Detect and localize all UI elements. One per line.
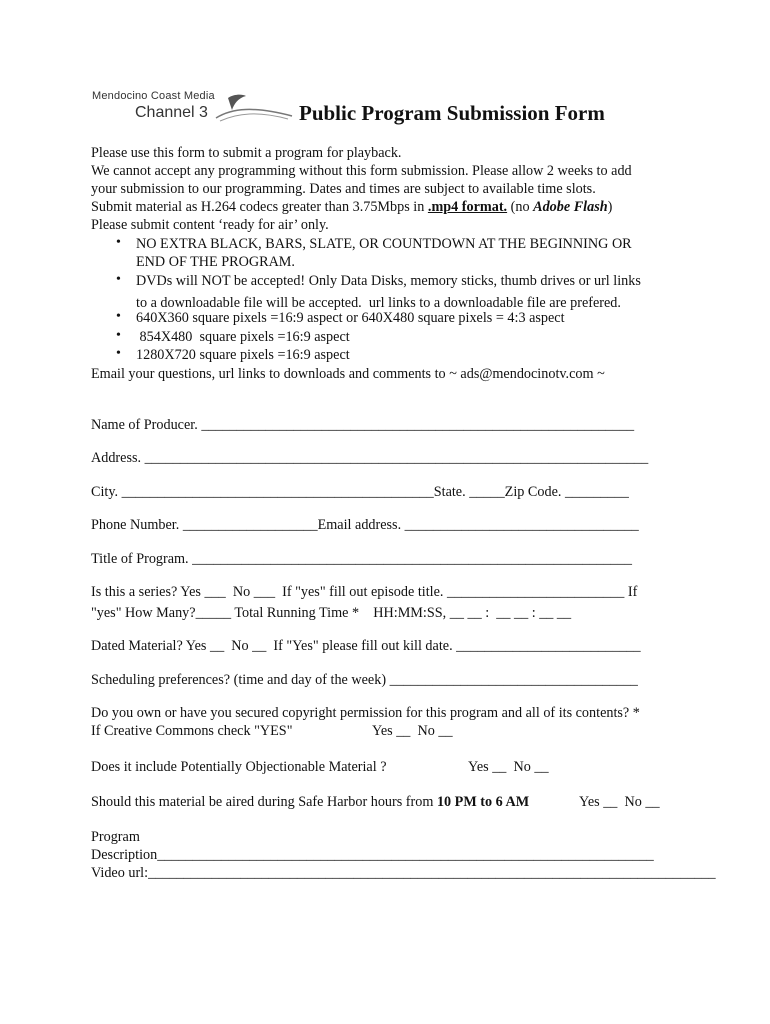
bullet-3: 640X360 square pixels =16:9 aspect or 640X480 square pixels = 4:3 aspect — [136, 310, 565, 326]
scheduling-field[interactable]: Scheduling preferences? (time and day of the week) ___________________________________ — [91, 672, 638, 688]
description-field[interactable]: Description______________________________________________________________________ — [91, 847, 654, 863]
phone-email-field[interactable]: Phone Number. ___________________Email address. _________________________________ — [91, 517, 639, 533]
series-field-line-1[interactable]: Is this a series? Yes ___ No ___ If "yes" fill out episode title. _________________________ If — [91, 584, 638, 600]
bullet-1-line-1: NO EXTRA BLACK, BARS, SLATE, OR COUNTDOWN AT THE BEGINNING OR — [136, 236, 632, 252]
copyright-question: Do you own or have you secured copyright permission for this program and all of its contents? * — [91, 705, 640, 721]
bullet-2-line-2: to a downloadable file will be accepted. url links to a downloadable file are prefered. — [136, 295, 621, 311]
bullet-2-line-1: DVDs will NOT be accepted! Only Data Disks, memory sticks, thumb drives or url links — [136, 273, 641, 289]
channel-logo — [88, 88, 298, 128]
objectionable-yes-no[interactable]: Yes __ No __ — [468, 759, 549, 775]
intro-line-5: Please submit content ‘ready for air’ only. — [91, 217, 329, 233]
bullet-icon: • — [116, 309, 121, 324]
creative-commons-label: If Creative Commons check "YES" — [91, 723, 293, 739]
bullet-icon: • — [116, 346, 121, 361]
bullet-icon: • — [116, 272, 121, 287]
bullet-5: 1280X720 square pixels =16:9 aspect — [136, 347, 350, 363]
copyright-yes-no[interactable]: Yes __ No __ — [372, 723, 453, 739]
intro-line-1: Please use this form to submit a program for playback. — [91, 145, 402, 161]
city-state-zip-field[interactable]: City. ____________________________________________State. _____Zip Code. _________ — [91, 484, 629, 500]
bullet-icon: • — [116, 235, 121, 250]
format-highlight: .mp4 format. — [427, 199, 508, 215]
safe-harbor-hours: 10 PM to 6 AM — [436, 794, 530, 810]
bullet-icon: • — [116, 328, 121, 343]
producer-field[interactable]: Name of Producer. _____________________________________________________________ — [91, 417, 635, 433]
logo-line1: Mendocino Coast Media — [92, 90, 215, 102]
format-text: Submit material as H.264 codecs greater than 3.75Mbps in — [91, 199, 428, 215]
format-note-close: ) — [607, 199, 613, 215]
intro-line-2: We cannot accept any programming without this form submission. Please allow 2 weeks to add — [91, 163, 632, 179]
intro-line-4 — [91, 198, 612, 217]
address-field[interactable]: Address. _______________________________________________________________________ — [91, 450, 649, 466]
bullet-4: 854X480 square pixels =16:9 aspect — [136, 329, 350, 345]
bullet-1-line-2: END OF THE PROGRAM. — [136, 254, 295, 270]
dated-material-field[interactable]: Dated Material? Yes __ No __ If "Yes" please fill out kill date. __________________________ — [91, 638, 641, 654]
fin-wave-icon — [214, 92, 294, 126]
page-title: Public Program Submission Form — [299, 101, 605, 125]
video-url-field[interactable]: Video url:________________________________________________________________________________ — [91, 865, 716, 881]
safe-harbor-yes-no[interactable]: Yes __ No __ — [579, 794, 660, 810]
series-field-line-2[interactable]: "yes" How Many?_____ Total Running Time * HH:MM:SS, __ __ : __ __ : __ __ — [91, 605, 572, 621]
email-line: Email your questions, url links to downloads and comments to ~ ads@mendocinotv.com ~ — [91, 366, 605, 382]
intro-line-3: your submission to our programming. Dates and times are subject to available time slots. — [91, 181, 596, 197]
safe-harbor-question — [91, 793, 529, 812]
format-note-open: (no — [507, 199, 534, 215]
logo-line2: Channel 3 — [135, 104, 208, 121]
safe-harbor-text: Should this material be aired during Safe Harbor hours from — [91, 794, 437, 810]
program-label: Program — [91, 829, 140, 845]
flash-note: Adobe Flash — [533, 199, 608, 215]
program-title-field[interactable]: Title of Program. ______________________________________________________________ — [91, 551, 632, 567]
objectionable-question: Does it include Potentially Objectionable Material ? — [91, 759, 387, 775]
